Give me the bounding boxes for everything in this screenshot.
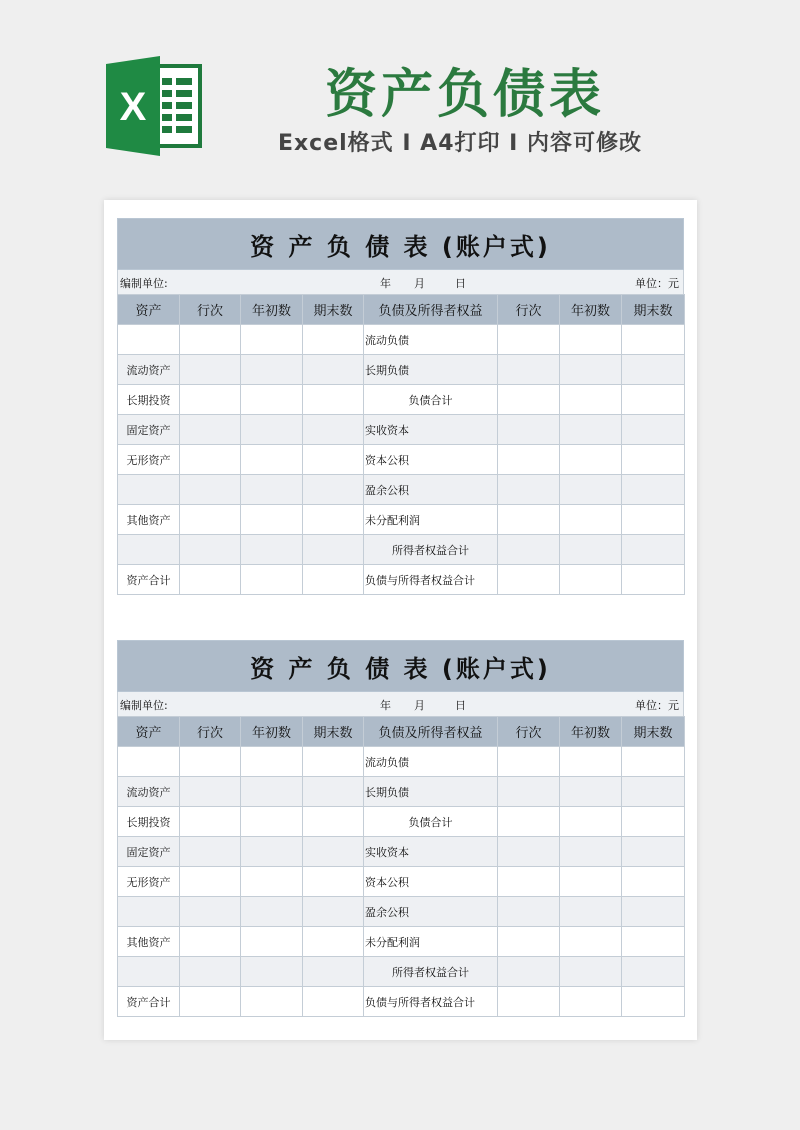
value-cell[interactable]: [241, 807, 303, 837]
currency-unit-label: 单位：元: [635, 699, 679, 712]
liability-name-cell[interactable]: 负债合计: [364, 807, 498, 837]
liability-name-cell[interactable]: 负债合计: [364, 385, 498, 415]
value-cell[interactable]: [622, 415, 685, 445]
asset-name-cell[interactable]: 无形资产: [118, 867, 180, 897]
liability-name-cell[interactable]: 所得者权益合计: [364, 535, 498, 565]
table-row: [118, 415, 685, 445]
value-cell[interactable]: [560, 867, 622, 897]
value-cell[interactable]: [241, 867, 303, 897]
value-cell[interactable]: [303, 807, 364, 837]
asset-name-cell[interactable]: [118, 535, 180, 565]
page-subtitle: Excel格式 I A4打印 I 内容可修改: [277, 131, 643, 156]
table-row: [118, 927, 685, 957]
asset-name-cell[interactable]: 无形资产: [118, 445, 180, 475]
asset-name-cell[interactable]: 其他资产: [118, 927, 180, 957]
value-cell[interactable]: [498, 385, 560, 415]
value-cell[interactable]: [241, 325, 303, 355]
value-cell[interactable]: [622, 325, 685, 355]
value-cell[interactable]: [303, 777, 364, 807]
liability-name-cell[interactable]: 资本公积: [364, 445, 498, 475]
column-header: 期末数: [303, 295, 364, 325]
column-header: 负债及所得者权益: [364, 717, 498, 747]
value-cell[interactable]: [180, 535, 241, 565]
year-label: 年: [380, 277, 391, 290]
day-label: 日: [455, 699, 466, 712]
table-row: [118, 355, 685, 385]
table-row: [118, 777, 685, 807]
table-row: [118, 747, 685, 777]
value-cell[interactable]: [498, 475, 560, 505]
value-cell[interactable]: [180, 385, 241, 415]
table-row: [118, 867, 685, 897]
liability-name-cell[interactable]: 实收资本: [364, 837, 498, 867]
table-body: [118, 717, 685, 1017]
value-cell[interactable]: [622, 355, 685, 385]
value-cell[interactable]: [303, 445, 364, 475]
asset-name-cell[interactable]: 其他资产: [118, 505, 180, 535]
value-cell[interactable]: [498, 355, 560, 385]
value-cell[interactable]: [622, 505, 685, 535]
value-cell[interactable]: [303, 987, 364, 1017]
liability-name-cell[interactable]: 盈余公积: [364, 475, 498, 505]
value-cell[interactable]: [241, 565, 303, 595]
balance-table: [117, 294, 685, 595]
value-cell[interactable]: [180, 777, 241, 807]
value-cell[interactable]: [241, 957, 303, 987]
value-cell[interactable]: [560, 475, 622, 505]
liability-name-cell[interactable]: 负债与所得者权益合计: [364, 987, 498, 1017]
value-cell[interactable]: [560, 987, 622, 1017]
liability-name-cell[interactable]: 长期负债: [364, 355, 498, 385]
value-cell[interactable]: [622, 867, 685, 897]
liability-name-cell[interactable]: 流动负债: [364, 325, 498, 355]
value-cell[interactable]: [560, 505, 622, 535]
value-cell[interactable]: [560, 355, 622, 385]
value-cell[interactable]: [622, 957, 685, 987]
asset-name-cell[interactable]: [118, 747, 180, 777]
value-cell[interactable]: [560, 837, 622, 867]
value-cell[interactable]: [303, 505, 364, 535]
asset-name-cell[interactable]: 资产合计: [118, 987, 180, 1017]
value-cell[interactable]: [498, 927, 560, 957]
value-cell[interactable]: [622, 445, 685, 475]
month-label: 月: [414, 699, 425, 712]
value-cell[interactable]: [560, 565, 622, 595]
value-cell[interactable]: [622, 807, 685, 837]
value-cell[interactable]: [560, 535, 622, 565]
excel-logo-icon: [104, 56, 204, 156]
value-cell[interactable]: [622, 987, 685, 1017]
value-cell[interactable]: [241, 415, 303, 445]
asset-name-cell[interactable]: 流动资产: [118, 355, 180, 385]
value-cell[interactable]: [560, 747, 622, 777]
value-cell[interactable]: [241, 355, 303, 385]
month-label: 月: [414, 277, 425, 290]
table-row: [118, 987, 685, 1017]
value-cell[interactable]: [622, 837, 685, 867]
value-cell[interactable]: [180, 837, 241, 867]
liability-name-cell[interactable]: 实收资本: [364, 415, 498, 445]
asset-name-cell[interactable]: 资产合计: [118, 565, 180, 595]
value-cell[interactable]: [303, 837, 364, 867]
page-title: 资产负债表: [324, 65, 605, 125]
sheet-meta-row: [117, 270, 684, 294]
value-cell[interactable]: [241, 927, 303, 957]
liability-name-cell[interactable]: 负债与所得者权益合计: [364, 565, 498, 595]
value-cell[interactable]: [303, 957, 364, 987]
value-cell[interactable]: [180, 505, 241, 535]
value-cell[interactable]: [498, 535, 560, 565]
value-cell[interactable]: [180, 747, 241, 777]
value-cell[interactable]: [180, 897, 241, 927]
column-header: 资产: [118, 717, 180, 747]
asset-name-cell[interactable]: 长期投资: [118, 385, 180, 415]
liability-name-cell[interactable]: 未分配利润: [364, 927, 498, 957]
value-cell[interactable]: [498, 897, 560, 927]
value-cell[interactable]: [498, 837, 560, 867]
value-cell[interactable]: [241, 445, 303, 475]
value-cell[interactable]: [560, 325, 622, 355]
compiling-unit-label: 编制单位:: [120, 699, 168, 712]
column-header: 行次: [498, 295, 560, 325]
value-cell[interactable]: [241, 837, 303, 867]
year-label: 年: [380, 699, 391, 712]
table-row: [118, 445, 685, 475]
value-cell[interactable]: [180, 445, 241, 475]
asset-name-cell[interactable]: [118, 957, 180, 987]
liability-name-cell[interactable]: 盈余公积: [364, 897, 498, 927]
asset-name-cell[interactable]: 固定资产: [118, 415, 180, 445]
value-cell[interactable]: [560, 777, 622, 807]
value-cell[interactable]: [241, 385, 303, 415]
column-header: 年初数: [560, 717, 622, 747]
value-cell[interactable]: [303, 535, 364, 565]
document-paper: [104, 200, 697, 1040]
value-cell[interactable]: [560, 927, 622, 957]
value-cell[interactable]: [622, 777, 685, 807]
column-header: 行次: [498, 717, 560, 747]
value-cell[interactable]: [303, 927, 364, 957]
value-cell[interactable]: [498, 445, 560, 475]
value-cell[interactable]: [180, 325, 241, 355]
value-cell[interactable]: [180, 415, 241, 445]
table-row: [118, 325, 685, 355]
asset-name-cell[interactable]: [118, 897, 180, 927]
table-row: [118, 837, 685, 867]
value-cell[interactable]: [241, 475, 303, 505]
liability-name-cell[interactable]: 资本公积: [364, 867, 498, 897]
balance-sheet-1: [117, 218, 684, 595]
value-cell[interactable]: [560, 897, 622, 927]
value-cell[interactable]: [622, 927, 685, 957]
value-cell[interactable]: [241, 777, 303, 807]
value-cell[interactable]: [180, 867, 241, 897]
liability-name-cell[interactable]: 未分配利润: [364, 505, 498, 535]
liability-name-cell[interactable]: 流动负债: [364, 747, 498, 777]
asset-name-cell[interactable]: 流动资产: [118, 777, 180, 807]
table-body: [118, 295, 685, 595]
asset-name-cell[interactable]: 固定资产: [118, 837, 180, 867]
asset-name-cell[interactable]: 长期投资: [118, 807, 180, 837]
value-cell[interactable]: [180, 565, 241, 595]
value-cell[interactable]: [303, 355, 364, 385]
table-row: [118, 475, 685, 505]
value-cell[interactable]: [303, 747, 364, 777]
value-cell[interactable]: [498, 415, 560, 445]
column-header: 年初数: [560, 295, 622, 325]
table-row: [118, 505, 685, 535]
value-cell[interactable]: [622, 385, 685, 415]
column-header: 期末数: [622, 295, 685, 325]
table-row: [118, 535, 685, 565]
table-row: [118, 897, 685, 927]
column-header: 期末数: [622, 717, 685, 747]
value-cell[interactable]: [180, 927, 241, 957]
compiling-unit-label: 编制单位:: [120, 277, 168, 290]
column-header: 负债及所得者权益: [364, 295, 498, 325]
value-cell[interactable]: [498, 957, 560, 987]
value-cell[interactable]: [241, 535, 303, 565]
value-cell[interactable]: [498, 505, 560, 535]
liability-name-cell[interactable]: 所得者权益合计: [364, 957, 498, 987]
value-cell[interactable]: [498, 807, 560, 837]
value-cell[interactable]: [498, 867, 560, 897]
currency-unit-label: 单位：元: [635, 277, 679, 290]
sheet-title: 资 产 负 债 表 (账户式): [117, 640, 684, 692]
balance-table: [117, 716, 685, 1017]
table-header-row: [118, 295, 685, 325]
column-header: 行次: [180, 295, 241, 325]
value-cell[interactable]: [303, 325, 364, 355]
page-header: [0, 0, 800, 200]
value-cell[interactable]: [498, 565, 560, 595]
balance-sheet-2: [117, 640, 684, 1017]
table-row: [118, 957, 685, 987]
value-cell[interactable]: [180, 807, 241, 837]
value-cell[interactable]: [241, 747, 303, 777]
value-cell[interactable]: [180, 957, 241, 987]
value-cell[interactable]: [303, 475, 364, 505]
value-cell[interactable]: [303, 867, 364, 897]
value-cell[interactable]: [622, 565, 685, 595]
value-cell[interactable]: [622, 747, 685, 777]
value-cell[interactable]: [622, 475, 685, 505]
value-cell[interactable]: [622, 897, 685, 927]
column-header: 行次: [180, 717, 241, 747]
value-cell[interactable]: [303, 897, 364, 927]
table-row: [118, 385, 685, 415]
day-label: 日: [455, 277, 466, 290]
value-cell[interactable]: [180, 987, 241, 1017]
value-cell[interactable]: [180, 475, 241, 505]
column-header: 年初数: [241, 717, 303, 747]
value-cell[interactable]: [303, 415, 364, 445]
value-cell[interactable]: [241, 897, 303, 927]
value-cell[interactable]: [560, 957, 622, 987]
column-header: 资产: [118, 295, 180, 325]
value-cell[interactable]: [180, 355, 241, 385]
value-cell[interactable]: [303, 565, 364, 595]
value-cell[interactable]: [560, 807, 622, 837]
value-cell[interactable]: [560, 385, 622, 415]
column-header: 期末数: [303, 717, 364, 747]
value-cell[interactable]: [498, 747, 560, 777]
value-cell[interactable]: [560, 415, 622, 445]
sheet-meta-row: [117, 692, 684, 716]
liability-name-cell[interactable]: 长期负债: [364, 777, 498, 807]
asset-name-cell[interactable]: [118, 325, 180, 355]
excel-logo-letter: X: [119, 85, 147, 129]
value-cell[interactable]: [241, 987, 303, 1017]
value-cell[interactable]: [241, 505, 303, 535]
table-row: [118, 565, 685, 595]
value-cell[interactable]: [498, 325, 560, 355]
table-header-row: [118, 717, 685, 747]
column-header: 年初数: [241, 295, 303, 325]
value-cell[interactable]: [498, 987, 560, 1017]
value-cell[interactable]: [560, 445, 622, 475]
value-cell[interactable]: [498, 777, 560, 807]
sheet-title: 资 产 负 债 表 (账户式): [117, 218, 684, 270]
value-cell[interactable]: [303, 385, 364, 415]
value-cell[interactable]: [622, 535, 685, 565]
table-row: [118, 807, 685, 837]
asset-name-cell[interactable]: [118, 475, 180, 505]
